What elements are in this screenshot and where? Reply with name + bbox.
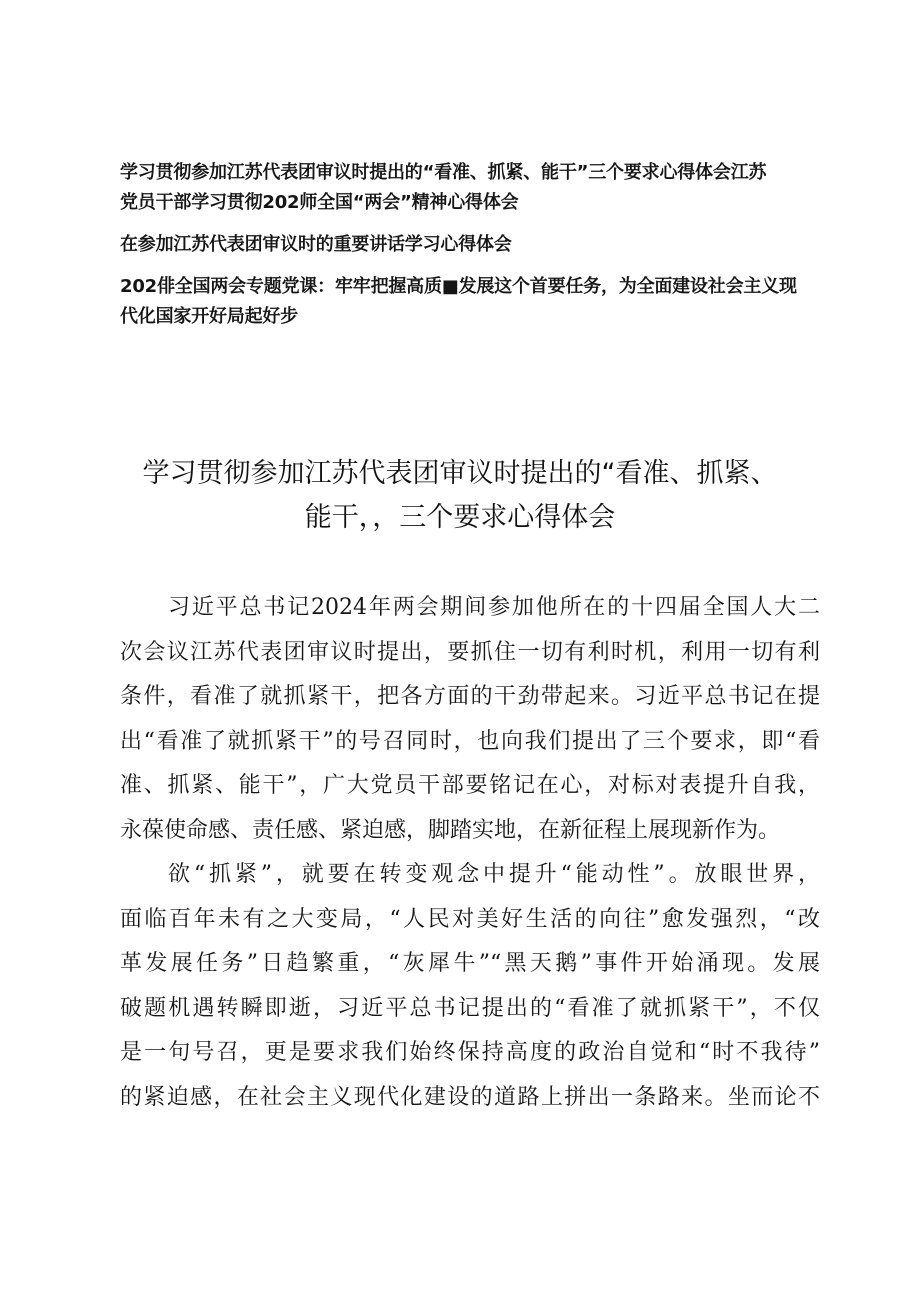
toc-entry-line: 学习贯彻参加江苏代表团审议时提出的“看准、抓紧、能干”三个要求心得体会江苏 — [120, 162, 767, 183]
paragraph-line: 欲“抓紧”，就要在转变观念中提升“能动性”。放眼世界， — [168, 862, 820, 887]
paragraph-line: 条件，看准了就抓紧干，把各方面的干劲带起来。习近平总书记在提 — [120, 684, 820, 709]
document-title-line: 能干，，三个要求心得体会 — [304, 502, 616, 533]
paragraph-line: 的紧迫感，在社会主义现代化建设的道路上拼出一条路来。坐而论不 — [120, 1084, 820, 1110]
document-body — [120, 586, 820, 1120]
document-title-line: 学习贯彻参加江苏代表团审议时提出的“看准、抓紧、 — [142, 458, 778, 489]
toc-entry-line: 202俳全国两会专题党课：牢牢把握高质■发展这个首要任务，为全面建设社会主义现 — [120, 276, 797, 297]
document-title — [100, 452, 820, 540]
toc-entry-2 — [120, 230, 820, 260]
paragraph-line: 准、抓紧、能干”，广大党员干部要铭记在心，对标对表提升自我， — [120, 773, 820, 798]
toc-entry-line: 在参加江苏代表团审议时的重要讲话学习心得体会 — [120, 234, 512, 255]
table-of-contents — [120, 158, 820, 344]
paragraph-line: 习近平总书记2024年两会期间参加他所在的十四届全国人大二 — [168, 595, 820, 620]
paragraph-line: 是一句号召，更是要求我们始终保持高度的政治自觉和“时不我待” — [120, 1040, 820, 1065]
paragraph-line: 出“看准了就抓紧干”的号召同时，也向我们提出了三个要求，即“看 — [120, 728, 820, 754]
toc-entry-1 — [120, 158, 820, 218]
toc-entry-3 — [120, 272, 820, 332]
paragraph-line: 永葆使命感、责任感、紧迫感，脚踏实地，在新征程上展现新作为。 — [120, 817, 781, 843]
paragraph-line: 次会议江苏代表团审议时提出，要抓住一切有利时机，利用一切有利 — [120, 639, 820, 665]
body-paragraph-2 — [120, 853, 820, 1120]
toc-entry-line: 党员干部学习贯彻202师全国“两会”精神心得体会 — [120, 192, 519, 213]
paragraph-line: 革发展任务”日趋繁重，“灰犀牛”“黑天鹅”事件开始涌现。发展 — [120, 951, 820, 976]
paragraph-line: 面临百年未有之大变局，“人民对美好生活的向往”愈发强烈，“改 — [120, 906, 820, 932]
toc-entry-line: 代化国家开好局起好步 — [120, 306, 298, 327]
paragraph-line: 破题机遇转瞬即逝，习近平总书记提出的“看准了就抓紧干”，不仅 — [120, 995, 820, 1021]
body-paragraph-1 — [120, 586, 820, 853]
